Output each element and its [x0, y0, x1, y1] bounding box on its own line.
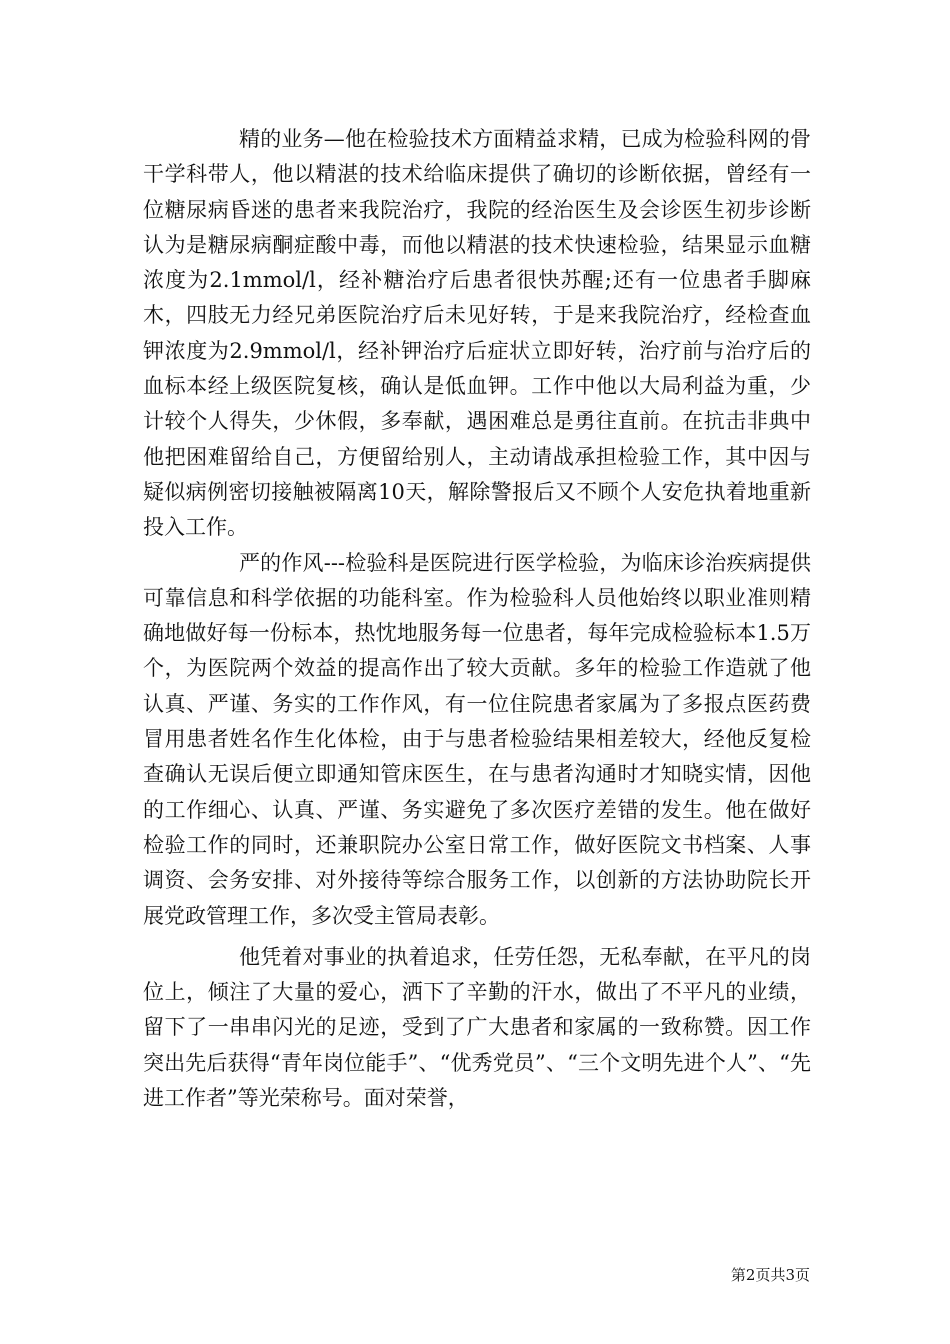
paragraph-2: 严的作风---检验科是医院进行医学检验，为临床诊治疾病提供可靠信息和科学依据的功能科室。作为检验科人员他始终以职业准则精确地做好每一份标本，热忱地服务每一位患者，每年完成检验标本1.5万个，为医院两个效益的提高作出了较大贡献。多年的检验工作造就了他认真、严谨、务实的工作作风，有一位住院患者家属为了多报点医药费冒用患者姓名作生化体检，由于与患者检验结果相差较大，经他反复检查确认无误后便立即通知管床医生，在与患者沟通时才知晓实情，因他的工作细心、认真、严谨、务实避免了多次医疗差错的发生。他在做好检验工作的同时，还兼职院办公室日常工作，做好医院文书档案、人事调资、会务安排、对外接待等综合服务工作，以创新的方法协助院长开展党政管理工作，多次受主管局表彰。	[143, 550, 811, 928]
paragraph-3: 他凭着对事业的执着追求，任劳任怨，无私奉献，在平凡的岗位上，倾注了大量的爱心，洒下了辛勤的汗水，做出了不平凡的业绩，留下了一串串闪光的足迹，受到了广大患者和家属的一致称赞。因工作突出先后获得“青年岗位能手”、“优秀党员”、“三个文明先进个人”、“先进工作者”等光荣称号。面对荣誉，	[143, 944, 811, 1111]
document-body	[143, 122, 811, 1116]
page-number-footer: 第2页共3页	[730, 1266, 810, 1284]
paragraph-1: 精的业务—他在检验技术方面精益求精，已成为检验科网的骨干学科带人，他以精湛的技术给临床提供了确切的诊断依据，曾经有一位糖尿病昏迷的患者来我院治疗，我院的经治医生及会诊医生初步诊断认为是糖尿病酮症酸中毒，而他以精湛的技术快速检验，结果显示血糖浓度为2.1mmol/l，经补糖治疗后患者很快苏醒;还有一位患者手脚麻木，四肢无力经兄弟医院治疗后未见好转，于是来我院治疗，经检查血钾浓度为2.9mmol/l，经补钾治疗后症状立即好转，治疗前与治疗后的血标本经上级医院复核，确认是低血钾。工作中他以大局利益为重，少计较个人得失，少休假，多奉献，遇困难总是勇往直前。在抗击非典中他把困难留给自己，方便留给别人，主动请战承担检验工作，其中因与疑似病例密切接触被隔离10天，解除警报后又不顾个人安危执着地重新投入工作。	[143, 127, 811, 540]
